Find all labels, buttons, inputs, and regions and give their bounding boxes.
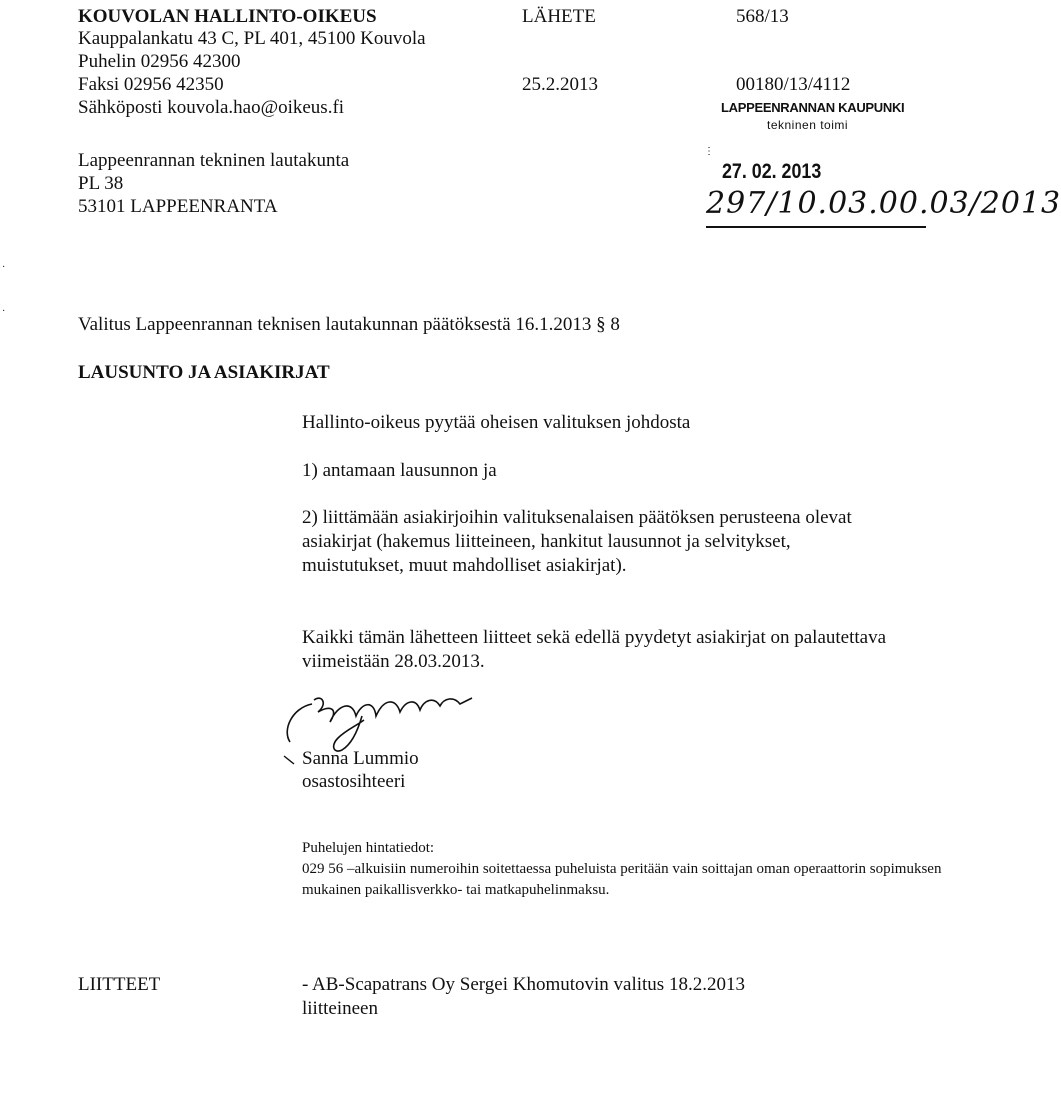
court-phone: Puhelin 02956 42300 bbox=[78, 51, 241, 72]
attachment-line-1: - AB-Scapatrans Oy Sergei Khomutovin valitus 18.2.2013 bbox=[302, 974, 745, 995]
body-intro: Hallinto-oikeus pyytää oheisen valituksen johdosta bbox=[302, 412, 691, 433]
stamp-title: LAPPEENRANNAN KAUPUNKI bbox=[721, 100, 905, 115]
court-address: Kauppalankatu 43 C, PL 401, 45100 Kouvola bbox=[78, 28, 426, 49]
scan-mark: · bbox=[2, 306, 6, 317]
body-item-2: 2) liittämään asiakirjoihin valituksenalaisen päätöksen perusteena olevat asiakirjat (hakemus liitteineen, hankitut lausunnot ja selvitykset, muistutukset, muut mahdolliset asiakirjat). bbox=[302, 507, 852, 576]
pricing-text: 029 56 –alkuisiin numeroihin soitettaessa puheluista peritään vain soittajan oman operaattorin sopimuksen mukainen paikallisverkko- tai matkapuhelinmaksu. bbox=[302, 861, 942, 898]
attachments-label: LIITTEET bbox=[78, 974, 161, 995]
signer-title: osastosihteeri bbox=[302, 771, 406, 792]
subject-line: Valitus Lappeenrannan teknisen lautakunnan päätöksestä 16.1.2013 § 8 bbox=[78, 314, 620, 335]
doc-type: LÄHETE bbox=[522, 6, 596, 27]
handwritten-reference: 297/10.03.00.03/2013 bbox=[706, 186, 1061, 221]
court-fax: Faksi 02956 42350 bbox=[78, 74, 224, 95]
stamp-underline bbox=[706, 226, 926, 228]
stamp-dots: ⋮ bbox=[704, 146, 714, 157]
recipient-line3: 53101 LAPPEENRANTA bbox=[78, 196, 278, 217]
recipient-line1: Lappeenrannan tekninen lautakunta bbox=[78, 150, 350, 171]
case-number: 00180/13/4112 bbox=[736, 74, 851, 95]
body-item-1: 1) antamaan lausunnon ja bbox=[302, 460, 497, 481]
court-name: KOUVOLAN HALLINTO-OIKEUS bbox=[78, 6, 377, 27]
recipient-line2: PL 38 bbox=[78, 173, 124, 194]
stamp-date: 27. 02. 2013 bbox=[722, 160, 822, 183]
attachment-line-2: liitteineen bbox=[302, 998, 378, 1019]
pricing-title: Puhelujen hintatiedot: bbox=[302, 840, 435, 856]
doc-date: 25.2.2013 bbox=[522, 74, 598, 95]
scan-mark: · bbox=[2, 262, 6, 273]
section-heading: LAUSUNTO JA ASIAKIRJAT bbox=[78, 362, 330, 383]
court-email: Sähköposti kouvola.hao@oikeus.fi bbox=[78, 97, 345, 118]
doc-number: 568/13 bbox=[736, 6, 789, 27]
stamp-subtitle: tekninen toimi bbox=[767, 118, 849, 132]
signer-name: Sanna Lummio bbox=[302, 748, 419, 769]
body-deadline: Kaikki tämän lähetteen liitteet sekä edellä pyydetyt asiakirjat on palautettava viimeistään 28.03.2013. bbox=[302, 627, 887, 672]
